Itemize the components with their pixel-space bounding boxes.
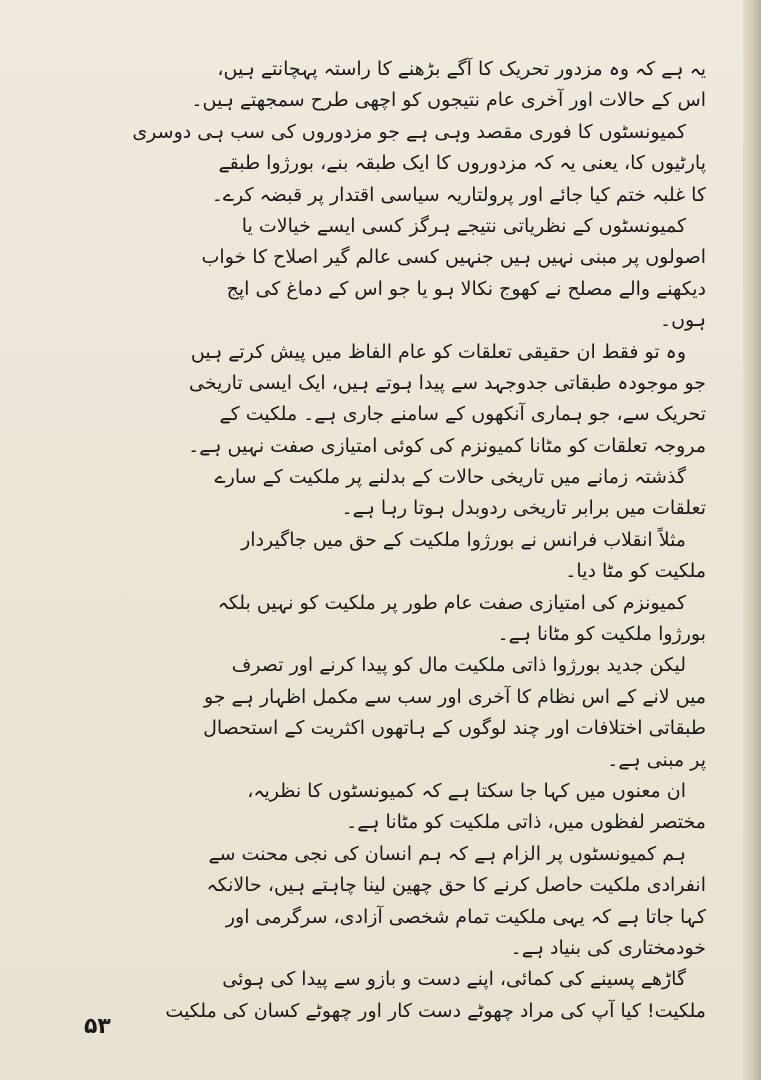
text-line: اس کے حالات اور آخری عام نتیجوں کو اچھی طرح سمجھتے ہیں۔ (191, 89, 706, 112)
body-text (76, 54, 706, 1027)
text-line: تحریک سے، جو ہماری آنکھوں کے سامنے جاری ہے۔ ملکیت کے (219, 403, 706, 426)
text-line: پر مبنی ہے۔ (607, 748, 706, 771)
page-number: ۵۳ (84, 1014, 111, 1039)
text-line: مروجہ تعلقات کو مٹانا کمیونزم کی کوئی امتیازی صفت نہیں ہے۔ (188, 434, 706, 457)
text-line: ان معنوں میں کہا جا سکتا ہے کہ کمیونسٹوں کا نظریہ، (247, 779, 686, 802)
text-line: پارٹیوں کا، یعنی یہ کہ مزدوروں کا ایک طبقہ بنے، بورژوا طبقے (218, 152, 706, 175)
text-line: گاڑھے پسینے کی کمائی، اپنے دست و بازو سے پیدا کی ہوئی (222, 968, 686, 991)
text-line: دیکھنے والے مصلح نے کھوج نکالا ہو یا جو اس کے دماغ کی اپج (226, 277, 706, 300)
text-line: اصولوں پر مبنی نہیں ہیں جنہیں کسی عالم گیر اصلاح کا خواب (201, 246, 706, 269)
text-line: کا غلبہ ختم کیا جائے اور پرولتاریہ سیاسی اقتدار پر قبضہ کرے۔ (211, 183, 706, 206)
text-line: کمیونسٹوں کے نظریاتی نتیجے ہرگز کسی ایسے خیالات یا (241, 214, 686, 237)
text-line: ملکیت کو مٹا دیا۔ (565, 560, 706, 583)
text-line: تعلقات میں برابر تاریخی ردوبدل ہوتا رہا ہے۔ (341, 497, 706, 520)
text-line: یہ ہے کہ وہ مزدور تحریک کا آگے بڑھنے کا راستہ پہچانتے ہیں، (217, 58, 706, 80)
text-line: جو موجودہ طبقاتی جدوجہد سے پیدا ہوتے ہیں، ایک ایسی تاریخی (189, 371, 706, 394)
text-line: بورژوا ملکیت کو مٹانا ہے۔ (497, 623, 706, 646)
text-line: ہوں۔ (659, 309, 706, 332)
text-line: کمیونسٹوں کا فوری مقصد وہی ہے جو مزدوروں کی سب ہی دوسری (132, 120, 686, 143)
text-line: مثلاً انقلاب فرانس نے بورژوا ملکیت کے حق میں جاگیردار (241, 528, 686, 551)
text-line: انفرادی ملکیت حاصل کرنے کا حق چھین لینا چاہتے ہیں، حالانکہ (206, 874, 706, 897)
text-line: ہم کمیونسٹوں پر الزام ہے کہ ہم انسان کی نجی محنت سے (208, 842, 686, 865)
page-edge-shadow (743, 0, 761, 1080)
text-line: کہا جاتا ہے کہ یہی ملکیت تمام شخصی آزادی، سرگرمی اور (225, 905, 706, 928)
text-line: کمیونزم کی امتیازی صفت عام طور پر ملکیت کو نہیں بلکہ (217, 591, 686, 614)
text-line: لیکن جدید بورژوا ذاتی ملکیت مال کو پیدا کرنے اور تصرف (231, 654, 686, 677)
text-line: مختصر لفظوں میں، ذاتی ملکیت کو مٹانا ہے۔ (346, 811, 706, 834)
text-line: گذشتہ زمانے میں تاریخی حالات کے بدلنے پر ملکیت کے سارے (214, 466, 686, 489)
text-line: ملکیت! کیا آپ کی مراد چھوٹے دست کار اور چھوٹے کسان کی ملکیت (165, 999, 706, 1022)
text-line: خودمختاری کی بنیاد ہے۔ (510, 936, 706, 959)
text-line: طبقاتی اختلافات اور چند لوگوں کے ہاتھوں اکثریت کے استحصال (203, 717, 706, 740)
text-line: میں لانے کے اس نظام کا آخری اور سب سے مکمل اظہار ہے جو (203, 685, 706, 708)
text-line: وہ تو فقط ان حقیقی تعلقات کو عام الفاظ میں پیش کرتے ہیں (190, 340, 686, 363)
